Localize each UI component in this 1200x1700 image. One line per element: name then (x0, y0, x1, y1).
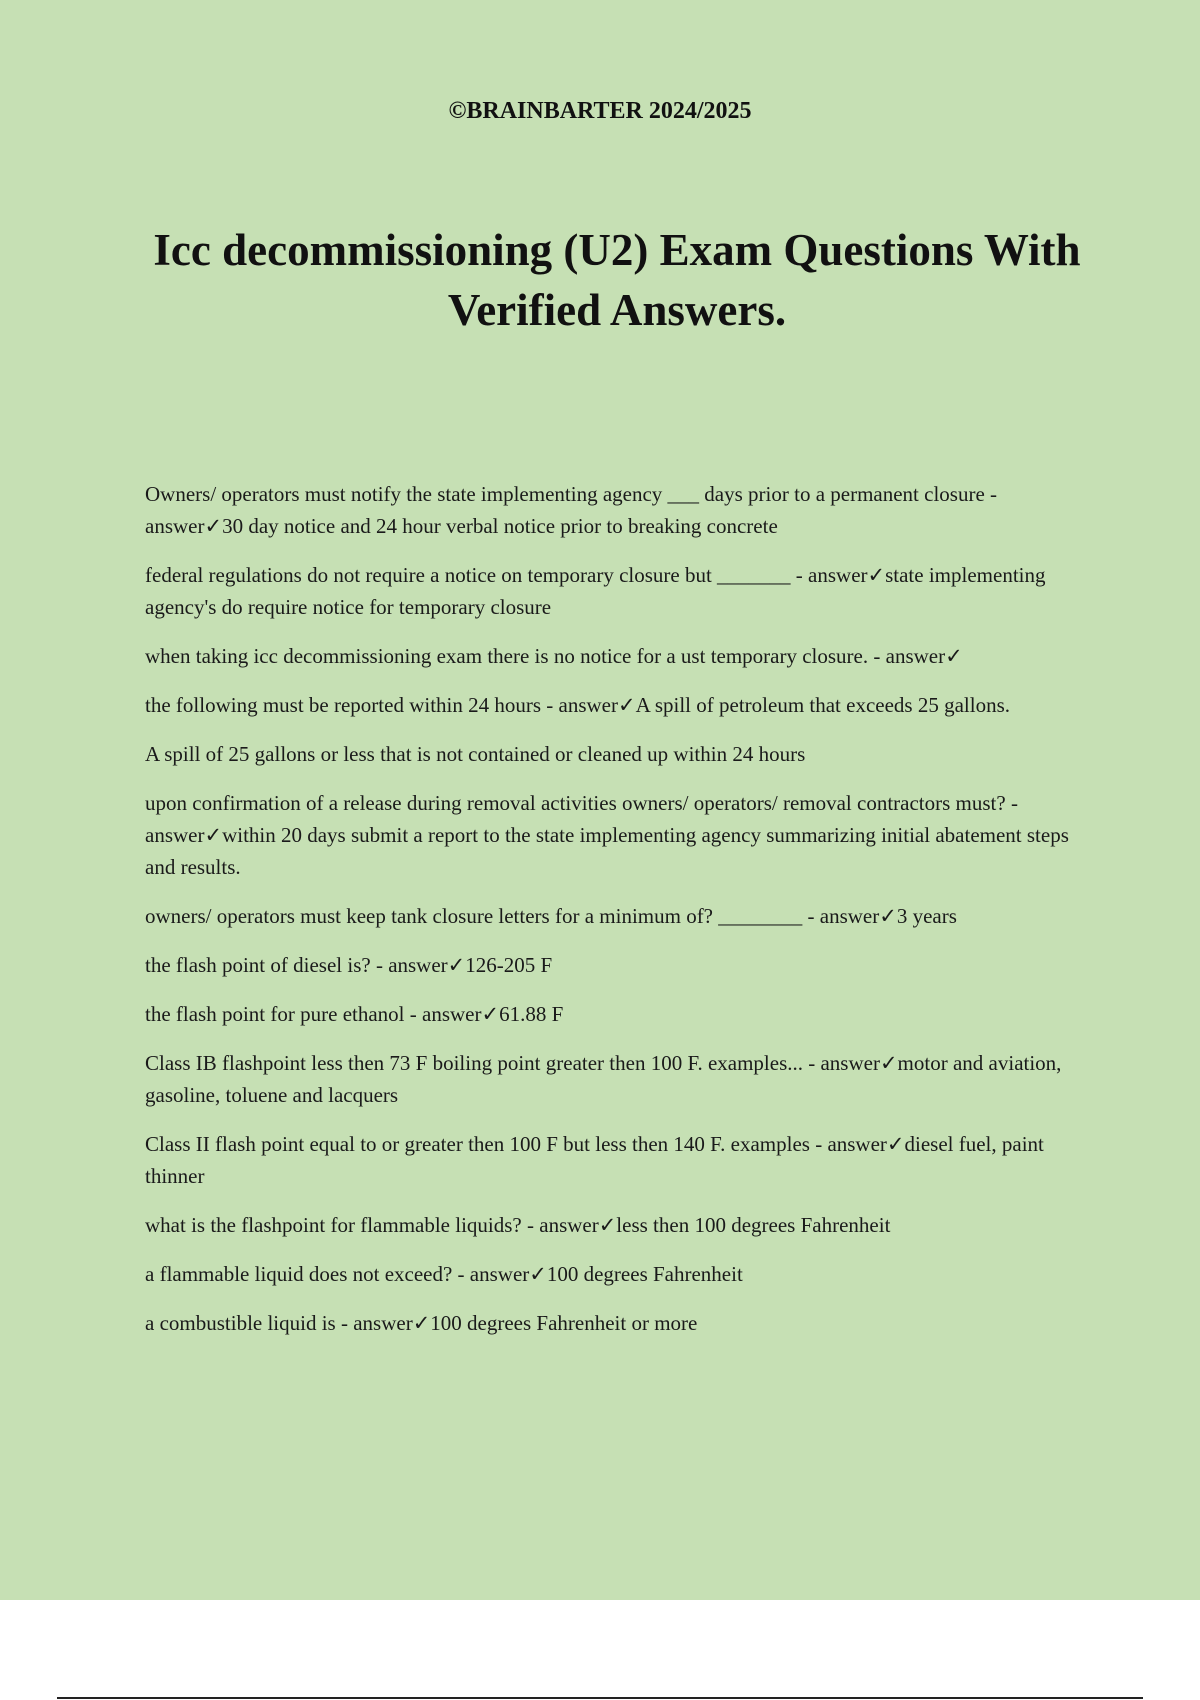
qa-item-5: A spill of 25 gallons or less that is not contained or cleaned up within 24 hours (145, 742, 806, 766)
qa-item-4: the following must be reported within 24 hours - answer✓A spill of petroleum that exceeds 25 gallons. (145, 693, 1011, 717)
footer-divider (57, 1697, 1143, 1699)
qa-item-8: the flash point of diesel is? - answer✓126-205 F (145, 953, 553, 977)
qa-item-9: the flash point for pure ethanol - answer✓61.88 F (145, 1002, 564, 1026)
copyright-header: ©BRAINBARTER 2024/2025 (448, 98, 752, 124)
qa-item-6: upon confirmation of a release during removal activities owners/ operators/ removal contractors must? - answer✓within 20 days submit a report to the state implementing agency summarizing initial abatement steps and results. (145, 791, 1069, 879)
qa-list (145, 478, 1085, 1356)
qa-item-1: Owners/ operators must notify the state implementing agency ___ days prior to a permanent closure - answer✓30 day notice and 24 hour verbal notice prior to breaking concrete (145, 482, 998, 538)
qa-item-14: a combustible liquid is - answer✓100 degrees Fahrenheit or more (145, 1311, 698, 1335)
qa-item-12: what is the flashpoint for flammable liquids? - answer✓less then 100 degrees Fahrenheit (145, 1213, 891, 1237)
qa-item-3: when taking icc decommissioning exam there is no notice for a ust temporary closure. - answer✓ (145, 644, 963, 668)
qa-item-7: owners/ operators must keep tank closure letters for a minimum of? ________ - answer✓3 years (145, 904, 957, 928)
qa-item-2: federal regulations do not require a notice on temporary closure but _______ - answer✓state implementing agency's do require notice for temporary closure (145, 563, 1046, 619)
qa-item-10: Class IB flashpoint less then 73 F boiling point greater then 100 F. examples... - answer✓motor and aviation, gasoline, toluene and lacquers (145, 1051, 1062, 1107)
qa-item-11: Class II flash point equal to or greater then 100 F but less then 140 F. examples - answer✓diesel fuel, paint thinner (145, 1132, 1044, 1188)
document-title: Icc decommissioning (U2) Exam Questions With Verified Answers. (153, 225, 1081, 335)
qa-item-13: a flammable liquid does not exceed? - answer✓100 degrees Fahrenheit (145, 1262, 743, 1286)
